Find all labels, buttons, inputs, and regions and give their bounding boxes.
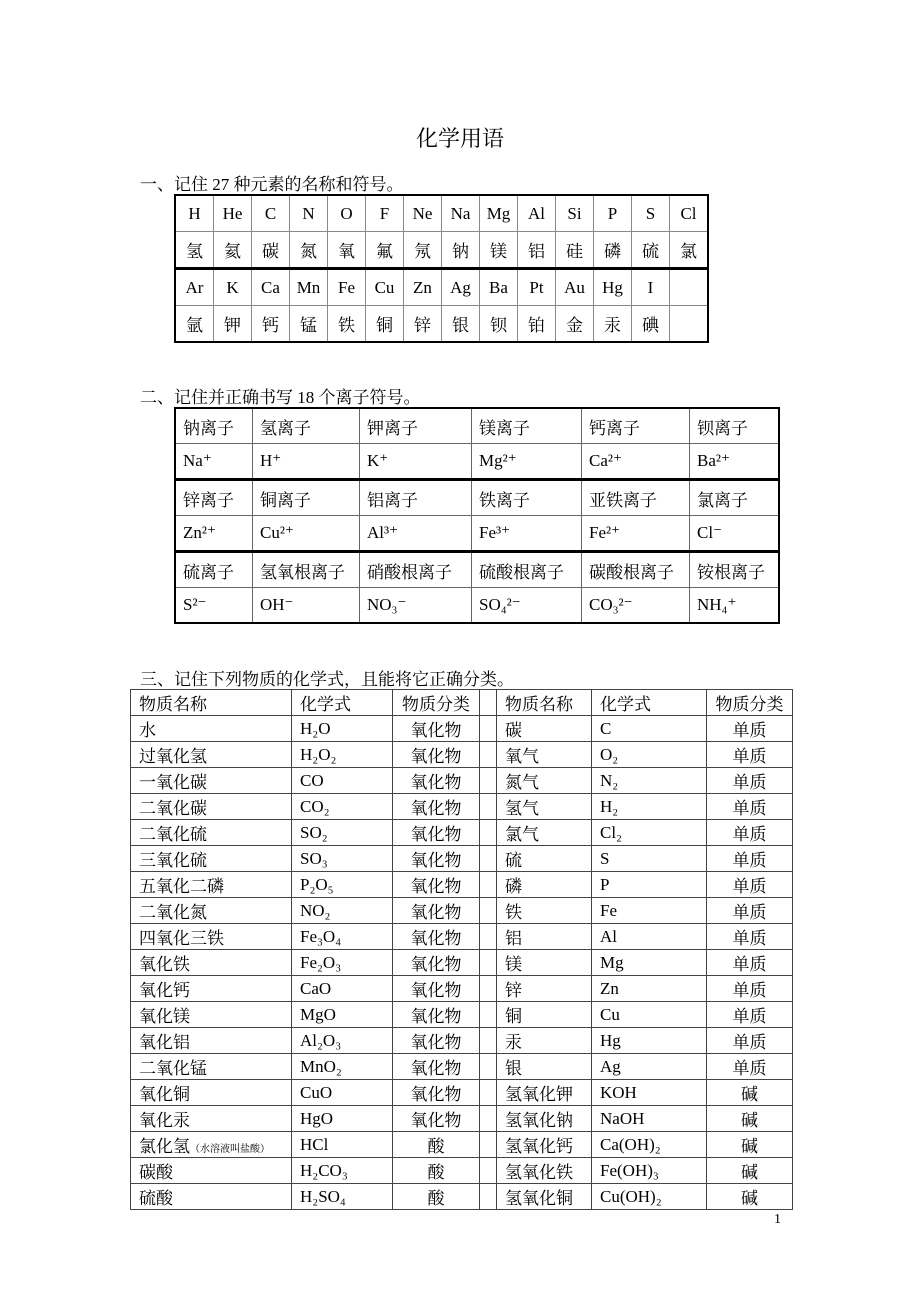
table-row — [131, 820, 793, 846]
ion-name: 铁离子 — [472, 480, 582, 516]
table-row — [131, 794, 793, 820]
classification: 碱 — [707, 1184, 793, 1210]
formula: Mg — [592, 950, 707, 976]
substance-name: 氢氧化钙 — [497, 1132, 592, 1158]
element-name: 镁 — [480, 232, 518, 269]
classification: 碱 — [707, 1080, 793, 1106]
ion-symbol: Ba²⁺ — [690, 444, 780, 480]
element-symbol: Ar — [175, 269, 214, 306]
classification: 单质 — [707, 950, 793, 976]
element-name: 碳 — [252, 232, 290, 269]
classification: 碱 — [707, 1158, 793, 1184]
substance-name: 一氧化碳 — [131, 768, 292, 794]
ion-name: 亚铁离子 — [582, 480, 690, 516]
element-name: 氟 — [366, 232, 404, 269]
formula: O₂ — [592, 742, 707, 768]
formula: SO₃ — [292, 846, 393, 872]
substance-name: 氢气 — [497, 794, 592, 820]
table-row — [131, 898, 793, 924]
classification: 单质 — [707, 1028, 793, 1054]
element-name: 钡 — [480, 306, 518, 343]
classification: 单质 — [707, 924, 793, 950]
table-row — [175, 195, 708, 232]
classification: 氧化物 — [393, 976, 480, 1002]
element-symbol: Ne — [404, 195, 442, 232]
column-divider — [480, 716, 497, 742]
column-divider — [480, 820, 497, 846]
classification: 氧化物 — [393, 742, 480, 768]
table-row — [175, 552, 779, 588]
element-symbol: C — [252, 195, 290, 232]
formula: H₂SO₄ — [292, 1184, 393, 1210]
substance-name: 氧化钙 — [131, 976, 292, 1002]
substance-name: 铝 — [497, 924, 592, 950]
element-symbol: K — [214, 269, 252, 306]
substance-name: 二氧化氮 — [131, 898, 292, 924]
substance-name: 汞 — [497, 1028, 592, 1054]
formula: H₂CO₃ — [292, 1158, 393, 1184]
element-symbol: F — [366, 195, 404, 232]
table-row — [131, 716, 793, 742]
ion-symbol: S²⁻ — [175, 588, 253, 624]
table-row — [175, 516, 779, 552]
element-name: 氧 — [328, 232, 366, 269]
element-name: 钙 — [252, 306, 290, 343]
table-header — [131, 690, 793, 716]
classification: 单质 — [707, 898, 793, 924]
section1-heading: 一、记住 27 种元素的名称和符号。 — [140, 175, 404, 194]
classification: 单质 — [707, 846, 793, 872]
element-symbol: Zn — [404, 269, 442, 306]
element-symbol: Fe — [328, 269, 366, 306]
column-divider — [480, 1054, 497, 1080]
column-divider — [480, 690, 497, 716]
formula: Al₂O₃ — [292, 1028, 393, 1054]
table-row — [131, 872, 793, 898]
substance-name: 氧气 — [497, 742, 592, 768]
ion-name: 硫酸根离子 — [472, 552, 582, 588]
substance-name: 三氧化硫 — [131, 846, 292, 872]
table-row — [131, 1106, 793, 1132]
elements-table — [174, 194, 709, 343]
substance-name: 氯化氢（水溶液叫盐酸） — [131, 1132, 292, 1158]
element-symbol: Pt — [518, 269, 556, 306]
element-symbol: Hg — [594, 269, 632, 306]
ion-symbol: Zn²⁺ — [175, 516, 253, 552]
ion-name: 钡离子 — [690, 408, 780, 444]
classification: 单质 — [707, 794, 793, 820]
element-name: 硫 — [632, 232, 670, 269]
substance-name: 氧化铜 — [131, 1080, 292, 1106]
formula: H₂O₂ — [292, 742, 393, 768]
formula: CO — [292, 768, 393, 794]
table-row — [131, 1158, 793, 1184]
substance-name: 碳 — [497, 716, 592, 742]
classification: 氧化物 — [393, 1002, 480, 1028]
element-symbol: Mg — [480, 195, 518, 232]
element-symbol: Al — [518, 195, 556, 232]
element-name: 氩 — [175, 306, 214, 343]
formula: NaOH — [592, 1106, 707, 1132]
classification: 碱 — [707, 1106, 793, 1132]
substance-name: 物质名称 — [131, 690, 292, 716]
formula: 化学式 — [592, 690, 707, 716]
element-name: 硅 — [556, 232, 594, 269]
substance-name: 过氧化氢 — [131, 742, 292, 768]
page-title: 化学用语 — [415, 126, 504, 151]
classification: 氧化物 — [393, 1028, 480, 1054]
element-name: 铜 — [366, 306, 404, 343]
substance-name: 氢氧化铜 — [497, 1184, 592, 1210]
formula: Cl₂ — [592, 820, 707, 846]
formula: Ca(OH)₂ — [592, 1132, 707, 1158]
table-row — [175, 480, 779, 516]
table-row — [131, 1002, 793, 1028]
element-symbol: Ag — [442, 269, 480, 306]
classification: 氧化物 — [393, 768, 480, 794]
substance-name: 二氧化硫 — [131, 820, 292, 846]
element-symbol — [670, 269, 709, 306]
substance-name: 氧化铁 — [131, 950, 292, 976]
element-symbol: Na — [442, 195, 480, 232]
classification: 单质 — [707, 820, 793, 846]
element-symbol: Si — [556, 195, 594, 232]
ion-symbol: Fe²⁺ — [582, 516, 690, 552]
ion-name: 钙离子 — [582, 408, 690, 444]
element-name: 碘 — [632, 306, 670, 343]
substance-name: 锌 — [497, 976, 592, 1002]
element-name: 磷 — [594, 232, 632, 269]
column-divider — [480, 1080, 497, 1106]
element-symbol: P — [594, 195, 632, 232]
column-divider — [480, 976, 497, 1002]
element-name: 锌 — [404, 306, 442, 343]
column-divider — [480, 1158, 497, 1184]
substance-name: 碳酸 — [131, 1158, 292, 1184]
table-row — [131, 924, 793, 950]
column-divider — [480, 1132, 497, 1158]
element-symbol: Au — [556, 269, 594, 306]
substance-name: 氧化镁 — [131, 1002, 292, 1028]
table-row — [131, 768, 793, 794]
table-row — [131, 1132, 793, 1158]
ion-symbol: K⁺ — [360, 444, 472, 480]
column-divider — [480, 898, 497, 924]
ion-symbol: H⁺ — [253, 444, 360, 480]
column-divider — [480, 1028, 497, 1054]
formula: H₂ — [592, 794, 707, 820]
substance-name: 氮气 — [497, 768, 592, 794]
formula: SO₂ — [292, 820, 393, 846]
classification: 酸 — [393, 1184, 480, 1210]
column-divider — [480, 794, 497, 820]
element-symbol: H — [175, 195, 214, 232]
formula: C — [592, 716, 707, 742]
substance-name: 四氧化三铁 — [131, 924, 292, 950]
element-name: 氖 — [404, 232, 442, 269]
element-name: 氮 — [290, 232, 328, 269]
formula: CaO — [292, 976, 393, 1002]
substance-name: 二氧化锰 — [131, 1054, 292, 1080]
section3-heading: 三、记住下列物质的化学式，且能将它正确分类。 — [140, 670, 514, 689]
ion-symbol: SO₄²⁻ — [472, 588, 582, 624]
ions-table — [174, 407, 780, 624]
substance-name: 银 — [497, 1054, 592, 1080]
classification: 酸 — [393, 1158, 480, 1184]
formula: Fe(OH)₃ — [592, 1158, 707, 1184]
table-row — [131, 1028, 793, 1054]
formula: N₂ — [592, 768, 707, 794]
element-symbol: Cu — [366, 269, 404, 306]
element-symbol: He — [214, 195, 252, 232]
ion-symbol: Mg²⁺ — [472, 444, 582, 480]
ion-name: 铜离子 — [253, 480, 360, 516]
substance-name: 五氧化二磷 — [131, 872, 292, 898]
element-name: 金 — [556, 306, 594, 343]
classification: 氧化物 — [393, 1054, 480, 1080]
classification: 单质 — [707, 1002, 793, 1028]
ion-name: 铝离子 — [360, 480, 472, 516]
ion-name: 镁离子 — [472, 408, 582, 444]
ion-name: 硫离子 — [175, 552, 253, 588]
classification: 氧化物 — [393, 794, 480, 820]
element-symbol: Mn — [290, 269, 328, 306]
ion-name: 氢氧根离子 — [253, 552, 360, 588]
column-divider — [480, 768, 497, 794]
page-number: 1 — [774, 1212, 781, 1227]
formula: Zn — [592, 976, 707, 1002]
formula: KOH — [592, 1080, 707, 1106]
table-row — [175, 444, 779, 480]
element-name: 氦 — [214, 232, 252, 269]
element-name: 铁 — [328, 306, 366, 343]
column-divider — [480, 846, 497, 872]
substance-name: 二氧化碳 — [131, 794, 292, 820]
element-name: 汞 — [594, 306, 632, 343]
ion-symbol: Al³⁺ — [360, 516, 472, 552]
ion-name: 硝酸根离子 — [360, 552, 472, 588]
formula: 化学式 — [292, 690, 393, 716]
ion-symbol: Cl⁻ — [690, 516, 780, 552]
substance-name: 氢氧化钾 — [497, 1080, 592, 1106]
column-divider — [480, 872, 497, 898]
formula: CuO — [292, 1080, 393, 1106]
formula: MnO₂ — [292, 1054, 393, 1080]
classification: 单质 — [707, 742, 793, 768]
column-divider — [480, 924, 497, 950]
element-name: 氯 — [670, 232, 709, 269]
element-symbol: O — [328, 195, 366, 232]
substance-name: 氢氧化钠 — [497, 1106, 592, 1132]
element-name — [670, 306, 709, 343]
table-row — [131, 1184, 793, 1210]
substance-name: 磷 — [497, 872, 592, 898]
ion-symbol: OH⁻ — [253, 588, 360, 624]
element-symbol: Ca — [252, 269, 290, 306]
classification: 氧化物 — [393, 872, 480, 898]
table-row — [131, 846, 793, 872]
column-divider — [480, 1106, 497, 1132]
formula: Fe — [592, 898, 707, 924]
element-name: 氢 — [175, 232, 214, 269]
element-name: 铂 — [518, 306, 556, 343]
formula: HgO — [292, 1106, 393, 1132]
ion-name: 氯离子 — [690, 480, 780, 516]
classification: 氧化物 — [393, 716, 480, 742]
ion-symbol: Cu²⁺ — [253, 516, 360, 552]
classification: 单质 — [707, 1054, 793, 1080]
ion-symbol: NH₄⁺ — [690, 588, 780, 624]
element-symbol: N — [290, 195, 328, 232]
classification: 氧化物 — [393, 1080, 480, 1106]
table-row — [131, 950, 793, 976]
classification: 碱 — [707, 1132, 793, 1158]
element-symbol: I — [632, 269, 670, 306]
classification: 物质分类 — [707, 690, 793, 716]
formula: Fe₃O₄ — [292, 924, 393, 950]
substance-name: 氧化汞 — [131, 1106, 292, 1132]
substance-name: 铜 — [497, 1002, 592, 1028]
ion-name: 氢离子 — [253, 408, 360, 444]
formula: NO₂ — [292, 898, 393, 924]
column-divider — [480, 950, 497, 976]
classification: 单质 — [707, 976, 793, 1002]
formula: P₂O₅ — [292, 872, 393, 898]
substance-name: 氢氧化铁 — [497, 1158, 592, 1184]
table-row — [175, 269, 708, 306]
table-row — [131, 1054, 793, 1080]
table-row — [175, 232, 708, 269]
classification: 氧化物 — [393, 1106, 480, 1132]
ion-name: 钠离子 — [175, 408, 253, 444]
formula: P — [592, 872, 707, 898]
substance-name: 硫酸 — [131, 1184, 292, 1210]
table-row — [175, 588, 779, 624]
substance-name: 镁 — [497, 950, 592, 976]
substance-name: 铁 — [497, 898, 592, 924]
classification: 酸 — [393, 1132, 480, 1158]
classification: 氧化物 — [393, 924, 480, 950]
classification: 单质 — [707, 716, 793, 742]
element-name: 锰 — [290, 306, 328, 343]
formula: Hg — [592, 1028, 707, 1054]
element-symbol: Cl — [670, 195, 709, 232]
substance-name: 水 — [131, 716, 292, 742]
ion-name: 锌离子 — [175, 480, 253, 516]
column-divider — [480, 742, 497, 768]
element-symbol: S — [632, 195, 670, 232]
classification: 氧化物 — [393, 898, 480, 924]
classification: 氧化物 — [393, 846, 480, 872]
ion-name: 碳酸根离子 — [582, 552, 690, 588]
column-divider — [480, 1002, 497, 1028]
formula: Cu — [592, 1002, 707, 1028]
ion-symbol: Ca²⁺ — [582, 444, 690, 480]
classification: 氧化物 — [393, 950, 480, 976]
substance-name: 氯气 — [497, 820, 592, 846]
substance-name: 物质名称 — [497, 690, 592, 716]
classification: 物质分类 — [393, 690, 480, 716]
element-name: 钾 — [214, 306, 252, 343]
formula: Al — [592, 924, 707, 950]
substance-name: 硫 — [497, 846, 592, 872]
ion-symbol: CO₃²⁻ — [582, 588, 690, 624]
element-name: 铝 — [518, 232, 556, 269]
column-divider — [480, 1184, 497, 1210]
element-name: 钠 — [442, 232, 480, 269]
ion-symbol: Fe³⁺ — [472, 516, 582, 552]
table-row — [175, 306, 708, 343]
formula: Ag — [592, 1054, 707, 1080]
ion-name: 钾离子 — [360, 408, 472, 444]
table-row — [131, 742, 793, 768]
table-row — [175, 408, 779, 444]
classification: 单质 — [707, 768, 793, 794]
element-name: 银 — [442, 306, 480, 343]
formula: CO₂ — [292, 794, 393, 820]
formula: S — [592, 846, 707, 872]
ion-symbol: Na⁺ — [175, 444, 253, 480]
element-symbol: Ba — [480, 269, 518, 306]
formula: Cu(OH)₂ — [592, 1184, 707, 1210]
table-row — [131, 1080, 793, 1106]
note: （水溶液叫盐酸） — [190, 1144, 270, 1155]
section2-heading: 二、记住并正确书写 18 个离子符号。 — [140, 388, 421, 407]
formula: Fe₂O₃ — [292, 950, 393, 976]
classification: 氧化物 — [393, 820, 480, 846]
formula: MgO — [292, 1002, 393, 1028]
substance-name: 氧化铝 — [131, 1028, 292, 1054]
ion-name: 铵根离子 — [690, 552, 780, 588]
formula: H₂O — [292, 716, 393, 742]
substances-table — [130, 689, 793, 1210]
formula: HCl — [292, 1132, 393, 1158]
classification: 单质 — [707, 872, 793, 898]
table-row — [131, 976, 793, 1002]
ion-symbol: NO₃⁻ — [360, 588, 472, 624]
